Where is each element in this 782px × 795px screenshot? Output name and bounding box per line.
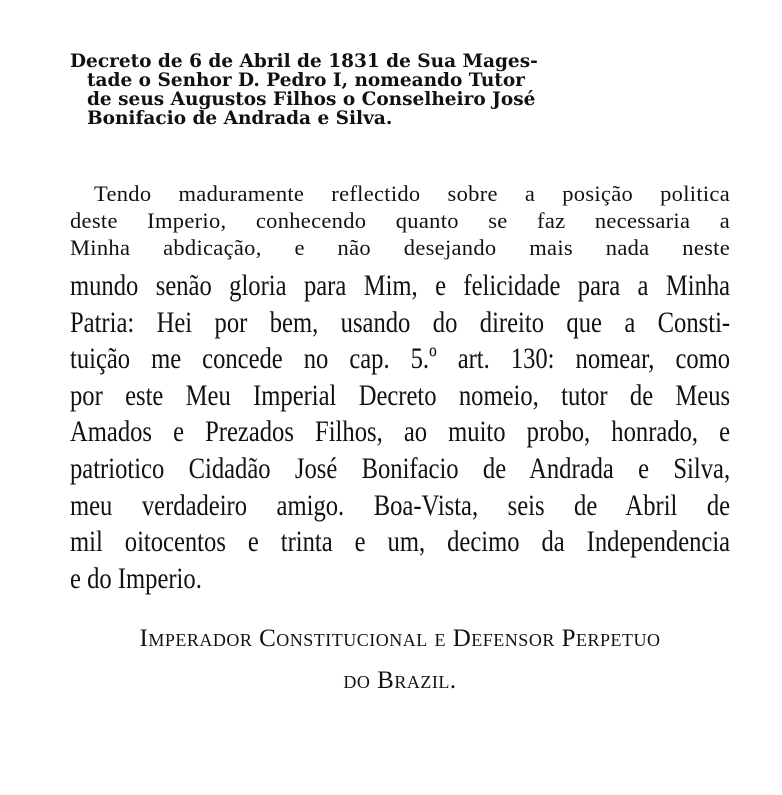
body-line: mil oitocentos e trinta e um, decimo da Independencia bbox=[70, 525, 731, 559]
body-line: Patria: Hei por bem, usando do direito que a Consti- bbox=[70, 305, 731, 339]
heading-line: de seus Augustos Filhos o Conselheiro José bbox=[87, 89, 536, 110]
body-line: deste Imperio, conhecendo quanto se faz necessaria a bbox=[70, 208, 730, 233]
signature-title: Imperador Constitucional e Defensor Perpetuo bbox=[139, 625, 661, 652]
signature-title-continued: do Brazil. bbox=[343, 667, 457, 694]
body-line: tuição me concede no cap. 5.º art. 130: nomear, como bbox=[70, 342, 731, 376]
body-line: e do Imperio. bbox=[70, 561, 202, 595]
heading-line: tade o Senhor D. Pedro I, nomeando Tutor bbox=[87, 70, 525, 91]
decree-heading bbox=[70, 52, 730, 128]
decree-body-main bbox=[70, 268, 731, 597]
body-line: Amados e Prezados Filhos, ao muito probo, honrado, e bbox=[70, 415, 731, 449]
body-line: Minha abdicação, e não desejando mais nada neste bbox=[70, 235, 730, 260]
body-line: meu verdadeiro amigo. Boa-Vista, seis de Abril de bbox=[70, 488, 731, 522]
heading-line: Bonifacio de Andrada e Silva. bbox=[87, 108, 393, 129]
decree-body-opening bbox=[70, 180, 730, 261]
body-line: Tendo maduramente reflectido sobre a posição politica bbox=[94, 181, 730, 206]
heading-line: Decreto de 6 de Abril de 1831 de Sua Mages- bbox=[70, 51, 538, 72]
body-line: por este Meu Imperial Decreto nomeio, tutor de Meus bbox=[70, 378, 731, 412]
body-line: patriotico Cidadão José Bonifacio de Andrada e Silva, bbox=[70, 451, 731, 485]
body-line: mundo senão gloria para Mim, e felicidade para a Minha bbox=[70, 269, 731, 302]
